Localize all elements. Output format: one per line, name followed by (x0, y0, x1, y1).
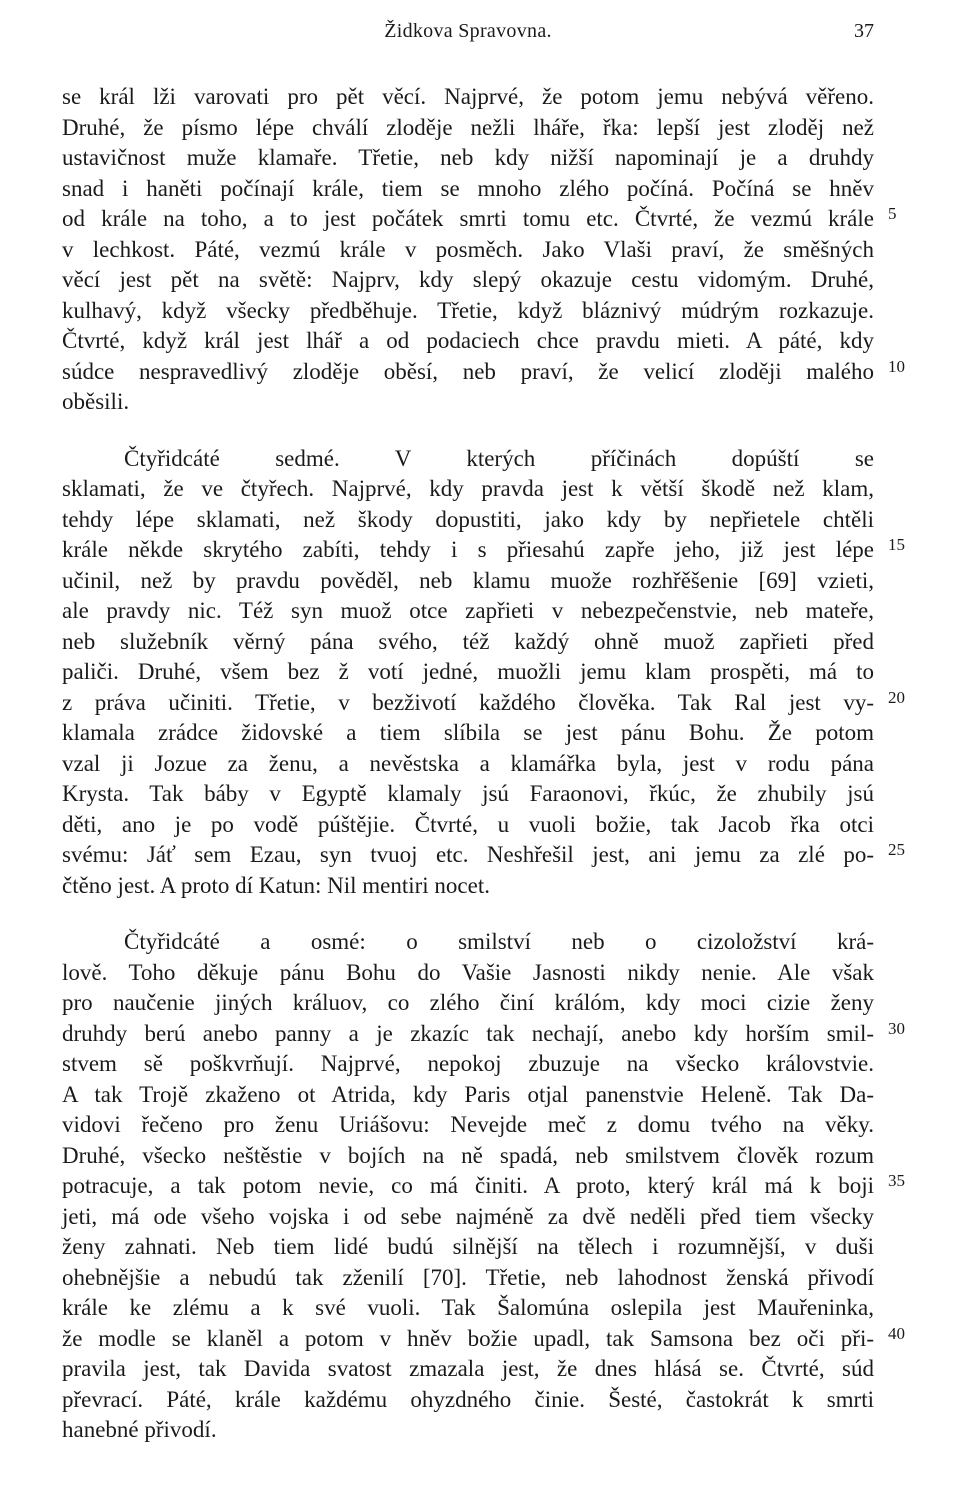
text-line: kulhavý, když všecky předběhuje. Třetie, když bláznivý múdrým rozkazuje. (62, 297, 874, 323)
text-line: pro naučenie jiných králuov, co zlého činí králóm, kdy moci cizie ženy (62, 990, 874, 1015)
text-line: ohebnějšie a nebudú tak zženilí [70]. Třetie, neb lahodnost ženská přivodí (62, 1264, 874, 1290)
text-line: potracuje, a tak potom nevie, co má činiti. A proto, který král má k boji (62, 1173, 874, 1198)
text-line: svému: Jáť sem Ezau, syn tvuoj etc. Neshřešil jest, ani jemu za zlé po- (62, 842, 874, 867)
text-line: neb služebník věrný pána svého, též každý ohně muož zapřieti před (62, 628, 874, 654)
page-number: 37 (854, 20, 874, 42)
text-line: sklamati, že ve čtyřech. Najprvé, kdy pravda jest k větší škodě než klam, (62, 476, 874, 501)
text-line: věcí jest pět na světě: Najprv, kdy slepý okazuje cestu vidomým. Druhé, (62, 267, 874, 292)
text-line: ale pravdy nic. Též syn muož otce zapřieti v nebezpečenstvie, neb mateře, (62, 598, 874, 623)
text-line: krále někde skrytého zabíti, tehdy i s přiesahú zapře jeho, již jest lépe (62, 537, 874, 562)
text-line: jeti, má ode všeho vojska i od sebe najméně za dvě neděli před tiem všecky (62, 1203, 874, 1229)
line-number: 5 (888, 204, 897, 223)
text-line: vidovi řečeno pro ženu Uriášovu: Nevejde meč z domu tvého na věky. (62, 1112, 874, 1137)
text-line: čtěno jest. A proto dí Katun: Nil mentiri nocet. (62, 872, 490, 898)
page-header (62, 20, 874, 50)
section-heading-line: Čtyřidcáté a osmé: o smilství neb o cizoložství krá- (124, 929, 874, 954)
text-line: oběsili. (62, 389, 130, 414)
text-line: Druhé, že písmo lépe chválí zloděje nežli lháře, řka: lepší jest zloděj než (62, 114, 874, 140)
line-number: 10 (888, 356, 905, 376)
line-number: 20 (888, 687, 905, 707)
text-line: vzal ji Jozue za ženu, a nevěstska a klamářka byla, jest v rodu pána (62, 750, 874, 776)
paragraph (62, 927, 905, 1446)
text-line: v lechkost. Páté, vezmú krále v posměch. Jako Vlaši praví, že směšných (62, 236, 874, 262)
line-number: 15 (888, 535, 905, 554)
paragraph (62, 444, 905, 902)
text-line: učinil, než by pravdu pověděl, neb klamu muože rozhřěšenie [69] vzieti, (62, 567, 874, 593)
text-line: klamala zrádce židovské a tiem slíbila se jest pánu Bohu. Že potom (62, 720, 874, 745)
text-line: děti, ano je po vodě púštějie. Čtvrté, u vuoli božie, tak Jacob řka otci (62, 811, 874, 837)
text-line: že modle se klaněl a potom v hněv božie upadl, tak Samsona bez oči při- (62, 1325, 874, 1351)
text-line: druhdy berú anebo panny a je zkazíc tak nechají, anebo kdy horším smil- (62, 1020, 874, 1046)
line-number: 30 (888, 1018, 905, 1038)
text-line: stvem sě poškvrňují. Najprvé, nepokoj zbuzuje na všecko královstvie. (62, 1051, 874, 1076)
text-line: od krále na toho, a to jest počátek smrti tomu etc. Čtvrté, že vezmú krále (62, 206, 874, 231)
text-line: se král lži varovati pro pět věcí. Najprvé, že potom jemu nebývá věřeno. (62, 84, 874, 109)
text-line: lově. Toho děkuje pánu Bohu do Vašie Jasnosti nikdy nenie. Ale však (62, 959, 874, 985)
text-line: Čtvrté, když král jest lhář a od podaciech chce pravdu mieti. A páté, kdy (62, 328, 874, 353)
text-line: ustavičnost muže klamaře. Třetie, neb kdy nižší napominají je a druhdy (62, 145, 874, 170)
text-line: súdce nespravedlivý zloděje oběsí, neb praví, že velicí zloději malého (62, 358, 874, 384)
text-line: paliči. Druhé, všem bez ž votí jedné, muožli jemu klam prospěti, má to (62, 659, 874, 684)
text-line: Druhé, všecko neštěstie v bojích na ně spadá, neb smilstvem člověk rozum (62, 1142, 874, 1168)
running-title: Židkova Spravovna. (384, 20, 552, 42)
line-number: 40 (888, 1323, 905, 1343)
section-heading-line: Čtyřidcáté sedmé. V kterých příčinách dopúští se (124, 445, 874, 471)
text-line: ženy zahnati. Neb tiem lidé budú silnější na tělech i rozumnější, v duši (62, 1234, 874, 1259)
text-line: z práva učiniti. Třetie, v bezživotí každého člověka. Tak Ral jest vy- (62, 689, 874, 715)
text-line: převrací. Páté, krále každému ohyzdného činie. Šesté, častokrát k smrti (62, 1386, 874, 1412)
line-number: 25 (888, 840, 905, 859)
text-line: A tak Trojě zkaženo ot Atrida, kdy Paris otjal panenstvie Heleně. Tak Da- (62, 1081, 874, 1107)
paragraph (62, 82, 905, 418)
text-line: pravila jest, tak Davida svatost zmazala jest, že dnes hlásá se. Čtvrté, súd (62, 1356, 874, 1381)
text-line: tehdy lépe sklamati, než škody dopustiti, jako kdy by nepřietele chtěli (62, 506, 874, 532)
line-number: 35 (888, 1171, 905, 1190)
text-line: hanebné přivodí. (62, 1417, 217, 1442)
text-line: snad i haněti počínají krále, tiem se mnoho zlého počíná. Počíná se hněv (62, 175, 874, 201)
text-line: Krysta. Tak báby v Egyptě klamaly jsú Faraonovi, řkúc, že zhubily jsú (62, 781, 874, 806)
text-line: krále ke zlému a k své vuoli. Tak Šalomúna oslepila jest Mauřeninka, (62, 1295, 874, 1320)
body-text (62, 82, 905, 1446)
